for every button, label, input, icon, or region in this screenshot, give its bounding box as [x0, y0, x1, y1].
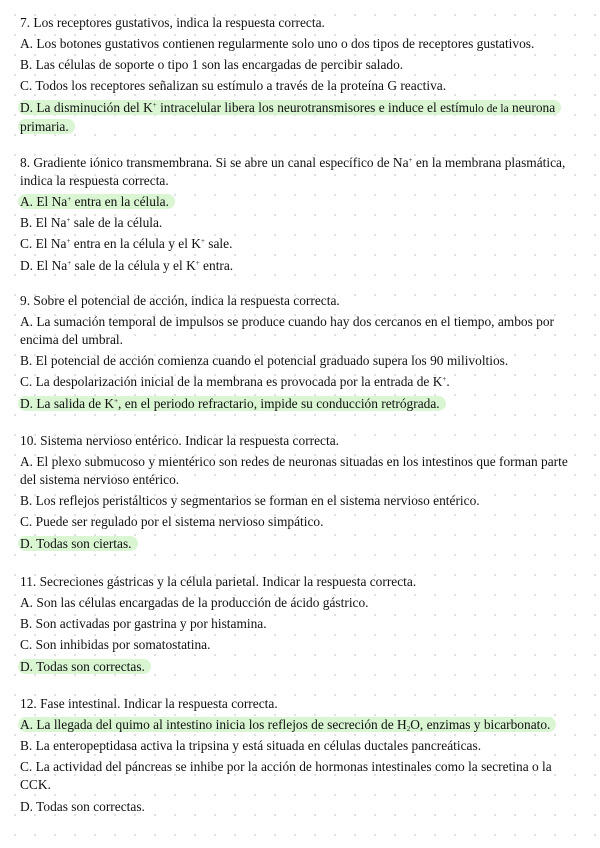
question-7 — [20, 14, 580, 139]
question-10-title: 10. Sistema nervioso entérico. Indicar la respuesta correcta. — [20, 433, 340, 448]
question-7-option-a: A. Los botones gustativos contienen regularmente solo uno o dos tipos de receptores gustativos. — [20, 36, 535, 51]
question-12 — [20, 695, 580, 819]
question-10-option-c: C. Puede ser regulado por el sistema nervioso simpático. — [20, 514, 324, 530]
question-12-option-d: D. Todas son correctas. — [20, 798, 145, 814]
question-8-title: 8. Gradiente iónico transmembrana. Si se abre un canal específico de Na+ en la membrana plasmática, indica la respuesta correcta. — [20, 155, 566, 188]
question-8-option-c: C. El Na+ entra en la célula y el K+ sale. — [20, 236, 233, 252]
question-9-option-b: B. El potencial de acción comienza cuando el potencial graduado supera los 90 milivoltios. — [20, 353, 509, 369]
question-7-option-b: B. Las células de soporte o tipo 1 son las encargadas de percibir salado. — [20, 57, 404, 73]
question-11-option-d — [20, 658, 580, 676]
question-8-option-b: B. El Na+ sale de la célula. — [20, 215, 163, 231]
question-10-option-b: B. Los reflejos peristálticos y segmentarios se forman en el sistema nervioso entérico. — [20, 493, 480, 509]
highlighted-answer: D. Todas son ciertas. — [18, 536, 138, 551]
question-11-option-a: A. Son las células encargadas de la producción de ácido gástrico. — [20, 595, 369, 610]
question-10-option-d — [20, 535, 580, 553]
question-11-title: 11. Secreciones gástricas y la célula parietal. Indicar la respuesta correcta. — [20, 574, 417, 589]
question-7-title: 7. Los receptores gustativos, indica la respuesta correcta. — [20, 15, 325, 30]
question-12-option-a — [20, 716, 580, 734]
highlighted-answer: A. La llegada del quimo al intestino inicia los reflejos de secreción de $H_2O$, enzimas y bicarbonato. — [18, 717, 556, 732]
highlighted-answer: D. La salida de K+, en el periodo refractario, impide su conducción retrógrada. — [18, 396, 446, 411]
question-10-option-a: A. El plexo submucoso y mientérico son redes de neuronas situadas en los intestinos que forman parte del sistema nervioso entérico. — [20, 454, 568, 487]
question-8-option-d: D. El Na+ sale de la célula y el K+ entra. — [20, 257, 234, 273]
question-10 — [20, 432, 580, 556]
question-12-option-b: B. La enteropeptidasa activa la tripsina y está situada en células ductales pancreáticas. — [20, 738, 482, 754]
highlighted-answer: A. El Na+ entra en la célula. — [18, 194, 175, 209]
question-7-option-d — [20, 99, 580, 136]
question-11-option-c: C. Son inhibidas por somatostatina. — [20, 637, 211, 653]
question-12-title: 12. Fase intestinal. Indicar la respuesta correcta. — [20, 696, 278, 711]
question-8-option-a — [20, 193, 580, 211]
question-11-option-b: B. Son activadas por gastrina y por histamina. — [20, 616, 267, 632]
question-12-option-c: C. La actividad del páncreas se inhibe por la acción de hormonas intestinales como la secretina o la CCK. — [20, 759, 552, 793]
question-7-option-c: C. Todos los receptores señalizan su estímulo a través de la proteína G reactiva. — [20, 78, 447, 94]
question-9-title: 9. Sobre el potencial de acción, indica la respuesta correcta. — [20, 293, 340, 308]
highlighted-answer: D. Todas son correctas. — [18, 659, 151, 674]
question-9-option-d — [20, 395, 580, 413]
question-9-option-a: A. La sumación temporal de impulsos se produce cuando hay dos cercanos en el tiempo, ambos por encima del umbral. — [20, 314, 554, 347]
question-9 — [20, 292, 580, 416]
question-9-option-c: C. La despolarización inicial de la membrana es provocada por la entrada de K+. — [20, 374, 450, 390]
highlighted-answer: D. La disminución del K+ intracelular libera los neurotransmisores e induce el estímulo de la neurona primaria. — [18, 100, 561, 134]
question-8 — [20, 154, 580, 278]
question-11 — [20, 573, 580, 679]
